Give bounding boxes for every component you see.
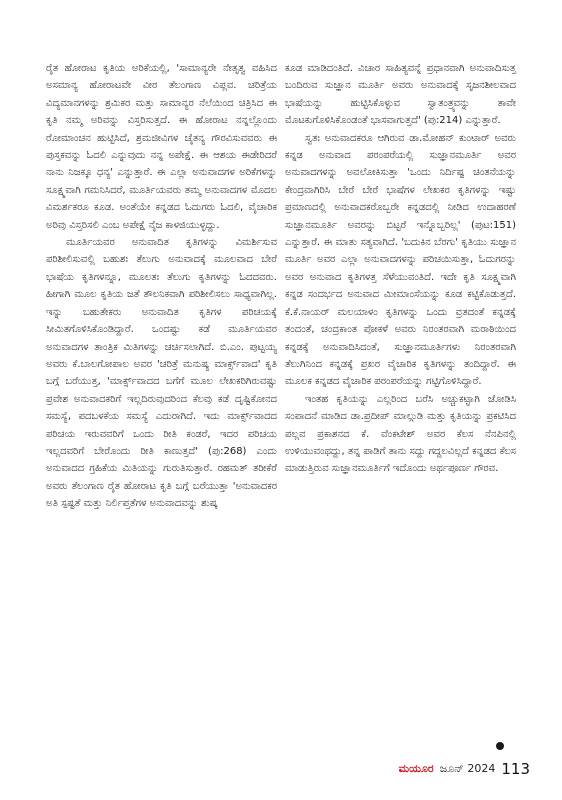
article-column-right [285,60,516,478]
issue-date: ಜೂನ್ 2024 [439,762,496,775]
article-paragraph: ಸ್ವತಃ ಅನುವಾದಕರೂ ಆಗಿರುವ ಡಾ.ಮೋಹನ್ ಕುಂಟಾರ್ ಅವರು ಕನ್ನಡ ಅನುವಾದ ಪರಂಪರೆಯಲ್ಲಿ ಸುಜ್ಞಾನಮೂರ್ತಿ ಅವರ ಅನುವಾದಗಳನ್ನು ಅವಲೋಕಿಸುತ್ತಾ 'ಒಂದು ನಿರ್ದಿಷ್ಟ ಚಿಂತನೆಯನ್ನು ಕೇಂದ್ರವಾಗಿರಿಸಿ ಬೇರೆ ಬೇರೆ ಭಾಷೆಗಳ ಲೇಖಕರ ಕೃತಿಗಳನ್ನು ಇಷ್ಟು ಪ್ರಮಾಣದಲ್ಲಿ ಅನುವಾದಕರೊಬ್ಬರೇ ಕನ್ನಡದಲ್ಲಿ ನೀಡಿದ ಉದಾಹರಣೆ ಸುಜ್ಞಾನಮೂರ್ತಿ ಅವರನ್ನು ಬಿಟ್ಟರೆ ಇನ್ನೊಬ್ಬರಿಲ್ಲ' (ಪುಟ:151) ಎನ್ನುತ್ತಾರೆ. ಈ ಮಾತು ಸತ್ಯವಾಗಿದೆ. 'ಬದುಕಿನ ಬೆರಗು' ಕೃತಿಯು ಸುಜ್ಞಾನ ಮೂರ್ತಿ ಅವರ ಎಲ್ಲಾ ಅನುವಾದಗಳನ್ನು ಪರಿಚಯಿಸುತ್ತಾ, ಓದುಗರನ್ನು ಅವರ ಅನುವಾದ ಕೃತಿಗಳತ್ತ ಸೆಳೆಯುವಂತಿದೆ. ಇದೇ ಕೃತಿ ಸೂಕ್ಷ್ಮವಾಗಿ ಕನ್ನಡ ಸಂದರ್ಭದ ಅನುವಾದ ಮೀಮಾಂಸೆಯನ್ನು ಕೂಡ ಕಟ್ಟಿಕೊಡುತ್ತದೆ. ಕೆ.ಕೆ.ನಾಯರ್ ಮಲಯಾಳಂ ಕೃತಿಗಳನ್ನು ಒಂದು ವ್ರತದಂತೆ ಕನ್ನಡಕ್ಕೆ ತಂದಂತೆ, ಚಂದ್ರಕಾಂತ ಪೋಕಳೆ ಅವರು ನಿರಂತರವಾಗಿ ಮರಾಠಿಯಿಂದ ಕನ್ನಡಕ್ಕೆ ಅನುವಾದಿಸಿದಂತೆ, ಸುಜ್ಞಾನಮೂರ್ತಿಗಳು ನಿರಂತರವಾಗಿ ತೆಲುಗಿನಿಂದ ಕನ್ನಡಕ್ಕೆ ಪ್ರಖರ ವೈಚಾರಿಕ ಕೃತಿಗಳನ್ನು ತಂದಿದ್ದಾರೆ. ಈ ಮೂಲಕ ಕನ್ನಡದ ವೈಚಾರಿಕ ಪರಂಪರೆಯನ್ನು ಗಟ್ಟಿಗೊಳಿಸಿದ್ದಾರೆ. [285,132,516,388]
article-paragraph: ಕೂಡ ಮಾಡಿದಂತಿದೆ. ವಿಚಾರ ಸಾಹಿತ್ಯವನ್ನೆ ಪ್ರಧಾನವಾಗಿ ಅನುವಾದಿಸುತ್ತ ಬಂದಿರುವ ಸುಜ್ಞಾನ ಮೂರ್ತಿ ಅವರು ಅನುವಾದಕ್ಕೆ ಸೃಜನಶೀಲವಾದ ಭಾಷೆಯನ್ನು ಹುಟ್ಟಿಸಿಕೊಳ್ಳುವ ಸ್ವಾತಂತ್ರ್ಯವನ್ನು ತಾವೇ ಮೊಟಕುಗೊಳಿಸಿಕೊಂಡಂತೆ ಭಾಸವಾಗುತ್ತದೆ' (ಪು:214) ಎನ್ನುತ್ತಾರೆ. [285,63,516,127]
page-footer [399,758,530,780]
article-paragraph: ಮೂರ್ತಿಯವರ ಅನುವಾದಿತ ಕೃತಿಗಳನ್ನು ವಿಮರ್ಶಿಸುವ ಪರಿಶೀಲಿಸುವಲ್ಲಿ ಬಹುಶಃ ತೆಲುಗು ಅನುವಾದಕ್ಕೆ ಮೂಲವಾದ ಬೇರೆ ಭಾಷೆಯ ಕೃತಿಗಳನ್ನೂ, ಮೂಲತಃ ತೆಲುಗು ಕೃತಿಗಳನ್ನು ಓದದವರು. ಹೀಗಾಗಿ ಮೂಲ ಕೃತಿಯ ಜತೆ ತೌಲನಿಕವಾಗಿ ಪರಿಶೀಲಿಸಲು ಸಾಧ್ಯವಾಗಿಲ್ಲ. ಇನ್ನು ಬಹುತೇಕರು ಅನುವಾದಿತ ಕೃತಿಗಳ ಪರಿಚಯಕ್ಕೆ ಸೀಮಿತಗೊಳಿಸಿಕೊಂಡಿದ್ದಾರೆ. ಒಂದಷ್ಟು ಕಡೆ ಮೂರ್ತಿಯವರ ಅನುವಾದಗಳ ತಾಂತ್ರಿಕ ಮಿತಿಗಳನ್ನು ಚರ್ಚಿಸಲಾಗಿದೆ. ಬಿ.ಎಂ. ಪುಟ್ಟಯ್ಯ ಅವರು ಕೆ.ಬಾಲಗೋಪಾಲ ಅವರ 'ಚರಿತ್ರೆ ಮನುಷ್ಯ ಮಾರ್ಕ್ಸ್‌ವಾದ' ಕೃತಿ ಬಗ್ಗೆ ಬರೆಯುತ್ತ, 'ಮಾರ್ಕ್ಸ್‌ವಾದದ ಬಗೆಗೆ ಮೂಲ ಲೇಖಕರಿಗಿರುವಷ್ಟು ಪ್ರವೇಶ ಅನುವಾದಕರಿಗೆ ಇಲ್ಲದಿರುವುದರಿಂದ ಕೆಲವು ಕಡೆ ದೃಷ್ಟಿಕೋನದ ಸಮಸ್ಯೆ, ಪದಬಳಕೆಯ ಸಮಸ್ಯೆ ಎದುರಾಗಿದೆ. ಇದು ಮಾರ್ಕ್ಸ್‌ವಾದದ ಪರಿಚಯ ಇರುವವರಿಗೆ ಒಂದು ರೀತಿ ಕಂಡರೆ, ಇದರ ಪರಿಚಯ ಇಲ್ಲದವರಿಗೆ ಬೇರೊಂದು ರೀತಿ ಕಾಣುತ್ತದೆ' (ಪು:268) ಎಂದು ಅನುವಾದದ ಗ್ರಹಿಕೆಯ ಮಿತಿಯನ್ನು ಗುರುತಿಸುತ್ತಾರೆ. ರಹಮತ್ ತರೀಕೆರೆ ಅವರು ತೆಲಂಗಾಣ ರೈತ ಹೋರಾಟ ಕೃತಿ ಬಗ್ಗೆ ಬರೆಯುತ್ತಾ 'ಅನುವಾದಕರ ಅತಿ ಸ್ಪಷ್ಟತೆ ಮತ್ತು ನಿರ್ಲಿಪ್ತತೆಗಳ ಅನುವಾದವನ್ನು ಶುಷ್ಕ [46,237,277,510]
end-of-article-bullet [496,742,504,750]
article-paragraph: ರೈತ ಹೋರಾಟ ಕೃತಿಯ ಅರಿಕೆಯಲ್ಲಿ, 'ಸಾಮಾನ್ಯರೇ ನೇತೃತ್ವ ವಹಿಸಿದ ಅಸಮಾನ್ಯ ಹೋರಾಟವೇ ವೀರ ತೆಲಂಗಾಣ ವಿಪ್ಲವ. ಚರಿತ್ರೆಯ ವಿದ್ಯಮಾನಗಳನ್ನು ಶ್ರಮಿಕರ ಮತ್ತು ಸಾಮಾನ್ಯರ ನೆಲೆಯಿಂದ ಚಿತ್ರಿಸಿದ ಈ ಕೃತಿ ನಮ್ಮ ಅರಿವನ್ನು ವಿಸ್ತರಿಸುತ್ತದೆ. ಈ ಹೋರಾಟ ನನ್ನಲ್ಲೊಂದು ರೋಮಾಂಚನ ಹುಟ್ಟಿಸಿದೆ, ಶ್ರಮಜೀವಿಗಳ ಚೈತನ್ಯ ಗೌರವಿಸುವವರು ಈ ಪುಸ್ತಕವನ್ನು ಓದಲಿ ಎನ್ನುವುದು ನನ್ನ ಅಪೇಕ್ಷೆ. ಈ ಆಶಯ ಈಡೇರಿದರೆ ನಾನು ನಿಜಕ್ಕೂ ಧನ್ಯ' ಎನ್ನುತ್ತಾರೆ. ಈ ಎಲ್ಲಾ ಅನುವಾದಗಳ ಅರಿಕೆಗಳನ್ನು ಸೂಕ್ಷ್ಮವಾಗಿ ಗಮನಿಸಿದರೆ, ಮೂರ್ತಿಯವರು ತಮ್ಮ ಅನುವಾದಗಳ ಮೊದಲ ವಿಮರ್ಶಕರೂ ಕೂಡ. ಅಂತೆಯೇ ಕನ್ನಡದ ಓದುಗರು ಓದಲಿ, ವೈಚಾರಿಕ ಅರಿವು ವಿಸ್ತರಿಸಲಿ ಎಂಬ ಅಪೇಕ್ಷೆ ನೈಜ ಕಾಳಜಿಯುಳ್ಳದ್ದು. [46,63,277,231]
magazine-name: ಮಯೂರ [398,762,434,775]
article-paragraph: ಇಂತಹ ಕೃತಿಯನ್ನು ಎಲ್ಲರಿಂದ ಬರೆಸಿ ಅಚ್ಚುಕಟ್ಟಾಗಿ ಜೋಡಿಸಿ ಸಂಪಾದನೆ ಮಾಡಿದ ಡಾ.ಪ್ರದೀಪ್ ಮಾಲ್ಗುಡಿ ಮತ್ತು ಕೃತಿಯನ್ನು ಪ್ರಕಟಿಸಿದ ಪಲ್ಲವ ಪ್ರಕಾಶನದ ಕೆ. ವೆಂಕಟೇಶ್ ಅವರ ಕೆಲಸ ನೆನಪಿನಲ್ಲಿ ಉಳಿಯುವಂಥದ್ದು, ತನ್ನ ಪಾಡಿಗೆ ತಾನು ಸದ್ದು ಗದ್ದಲವಿಲ್ಲದೆ ಕನ್ನಡದ ಕೆಲಸ ಮಾಡುತ್ತಿರುವ ಸುಜ್ಞಾನಮೂರ್ತಿಗೆ ಇದೊಂದು ಅರ್ಥಪೂರ್ಣ ಗೌರವ. [285,393,516,475]
page-number: 113 [501,760,530,778]
article-column-left [46,60,277,513]
